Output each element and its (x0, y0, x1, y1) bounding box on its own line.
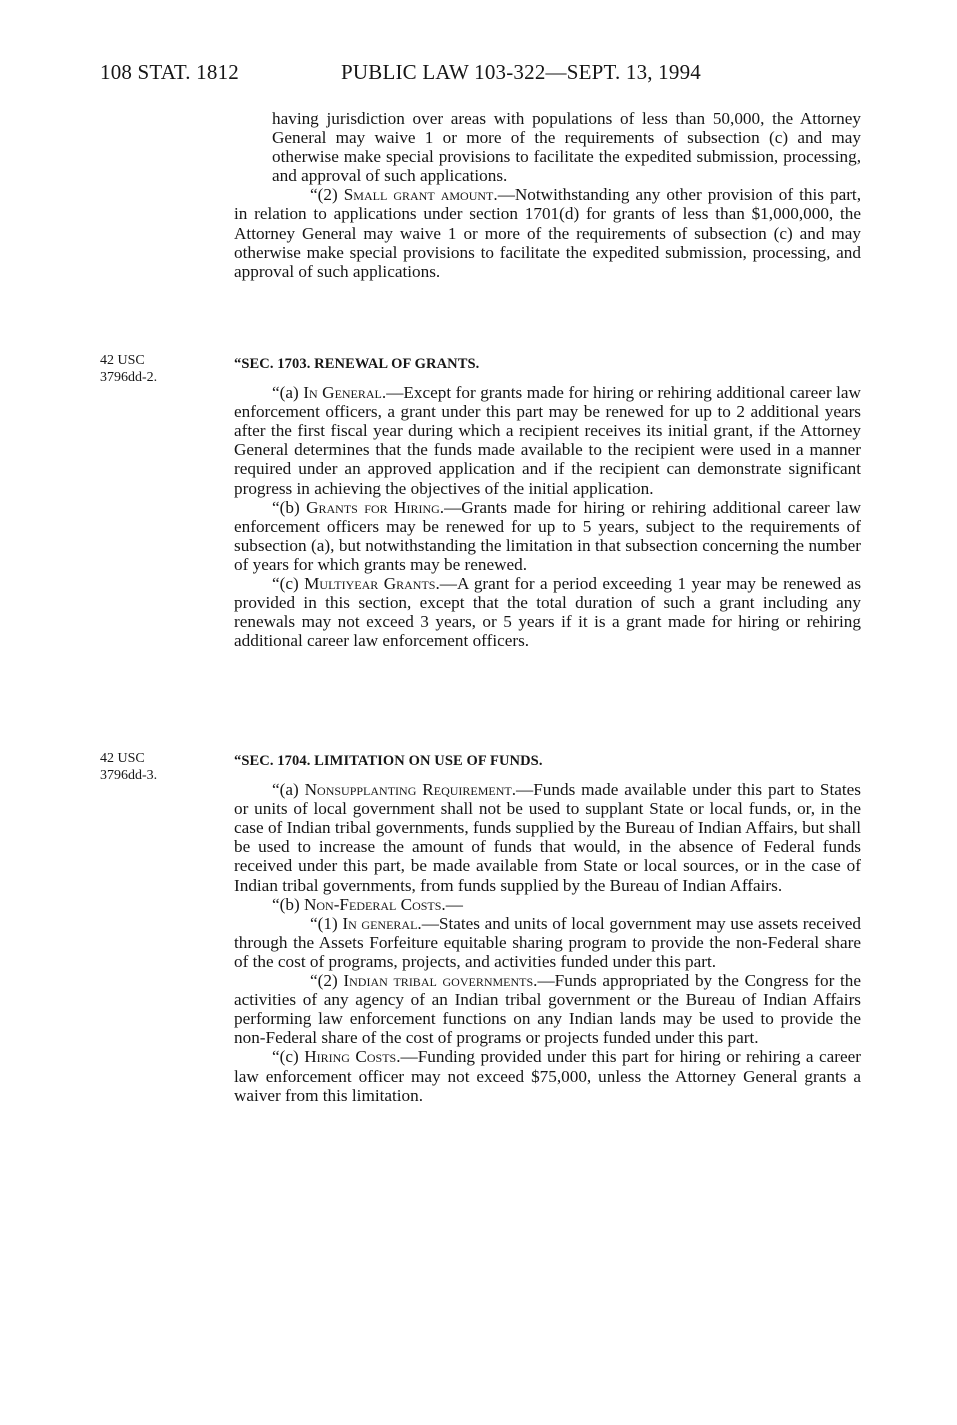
section-heading: “SEC. 1704. LIMITATION ON USE OF FUNDS. (234, 753, 543, 769)
margin-citation (100, 750, 210, 784)
paragraph-heading: Small grant amount. (343, 185, 498, 205)
subsection-heading: Hiring Costs. (304, 1047, 401, 1067)
citation-section: 3796dd-3. (100, 768, 158, 783)
paragraph-body: —States and units of local government may use assets received through the Assets Forfeiture equitable sharing program to provide the non-Federal share of the cost of programs, projects, and activities funded under this part. (234, 913, 861, 971)
subsection (234, 383, 861, 498)
section-heading: “SEC. 1703. RENEWAL OF GRANTS. (234, 356, 480, 372)
subsection (234, 895, 861, 914)
paragraph-heading: In general. (342, 913, 422, 933)
subsection-heading: Grants for Hiring. (306, 497, 445, 517)
law-title-date: PUBLIC LAW 103-322—SEPT. 13, 1994 (341, 60, 701, 84)
subsection-body: — (445, 894, 463, 914)
subsection (234, 498, 861, 574)
subsection-body: —Funding provided under this part for hiring or rehiring a career law enforcement officer may not exceed $75,000, unless the Attorney General grants a waiver from this limitation. (234, 1047, 861, 1105)
subsection-heading: In General. (303, 383, 387, 403)
subsection-number: “(b) (272, 894, 304, 914)
subsection (234, 780, 861, 895)
continued-provision (234, 109, 861, 281)
subsection-body: —Funds made available under this part to States or units of local government shall not be used to supplant State or local funds, or, in the case of Indian tribal governments, funds supplied by the Bureau of Indian Affairs, but shall be used to increase the amount of funds that would, in the absence of Federal funds received under this part, be made available from State or local sources, or in the case of Indian tribal governments, from funds supplied by the Bureau of Indian Affairs. (234, 780, 861, 895)
paragraph-body: —Notwithstanding any other provision of this part, in relation to applications under section 1701(d) for grants of less than $1,000,000, the Attorney General may waive 1 or more of the requirements of subsection (c) and may otherwise make special provisions to facilitate the expedited submission, processing, and approval of such applications. (234, 185, 861, 281)
subsection-number: “(c) (272, 1047, 305, 1067)
subsection-heading: Multiyear Grants. (304, 574, 440, 594)
subsection-number: “(a) (272, 780, 305, 800)
paragraph-body: —Funds appropriated by the Congress for the activities of any agency of an Indian tribal government or the Bureau of Indian Affairs performing law enforcement functions on any Indian lands may be used to provide the non-Federal share of the cost of programs or projects funded under this part. (234, 971, 861, 1048)
running-head (0, 60, 957, 90)
paragraph (234, 914, 861, 971)
paragraph-heading: Indian tribal governments. (343, 971, 538, 991)
subsection-heading: Non-Federal Costs. (303, 894, 446, 914)
subsection (234, 574, 861, 650)
subsection-body: —Grants made for hiring or rehiring additional career law enforcement officers may be renewed for up to 5 years, subject to the requirements of subsection (a), but notwithstanding the limitation in that subsection concerning the number of years for which grants may be renewed. (234, 497, 862, 574)
subsection-number: “(a) (272, 383, 304, 403)
subsection-number: “(c) (272, 574, 305, 594)
subsection (234, 1047, 861, 1104)
paragraph (234, 971, 861, 1047)
margin-citation (100, 352, 210, 386)
subsection-number: “(b) (272, 497, 307, 517)
section-1704 (234, 752, 861, 1105)
paragraph-number: “(1) (310, 913, 343, 933)
paragraph (234, 185, 861, 280)
section-1703 (234, 355, 861, 650)
paragraph-number: “(2) (310, 971, 344, 991)
subsection-body: —A grant for a period exceeding 1 year may be renewed as provided in this section, except that the total duration of such a grant including any renewals may not exceed 3 years, or 5 years if it is a grant made for hiring or rehiring additional career law enforcement officers. (234, 574, 862, 651)
paragraph-number: “(2) (310, 185, 344, 205)
subsection-heading: Nonsupplanting Requirement. (304, 780, 517, 800)
subsection-body: —Except for grants made for hiring or rehiring additional career law enforcement officers, a grant under this part may be renewed for up to 2 additional years after the first fiscal year during which a recipient receives its initial grant, if the Attorney General determines that the funds made available to the recipient were used in a manner required under an approved application and if the recipient can demonstrate significant progress in achieving the objectives of the initial application. (234, 383, 861, 498)
stat-page-number: 108 STAT. 1812 (100, 60, 239, 84)
citation-code: 42 USC (100, 751, 145, 766)
citation-code: 42 USC (100, 353, 145, 368)
paragraph: having jurisdiction over areas with populations of less than 50,000, the Attorney General may waive 1 or more of the requirements of subsection (c) and may otherwise make special provisions to facilitate the expedited submission, processing, and approval of such applications. (272, 109, 861, 186)
citation-section: 3796dd-2. (100, 370, 158, 385)
